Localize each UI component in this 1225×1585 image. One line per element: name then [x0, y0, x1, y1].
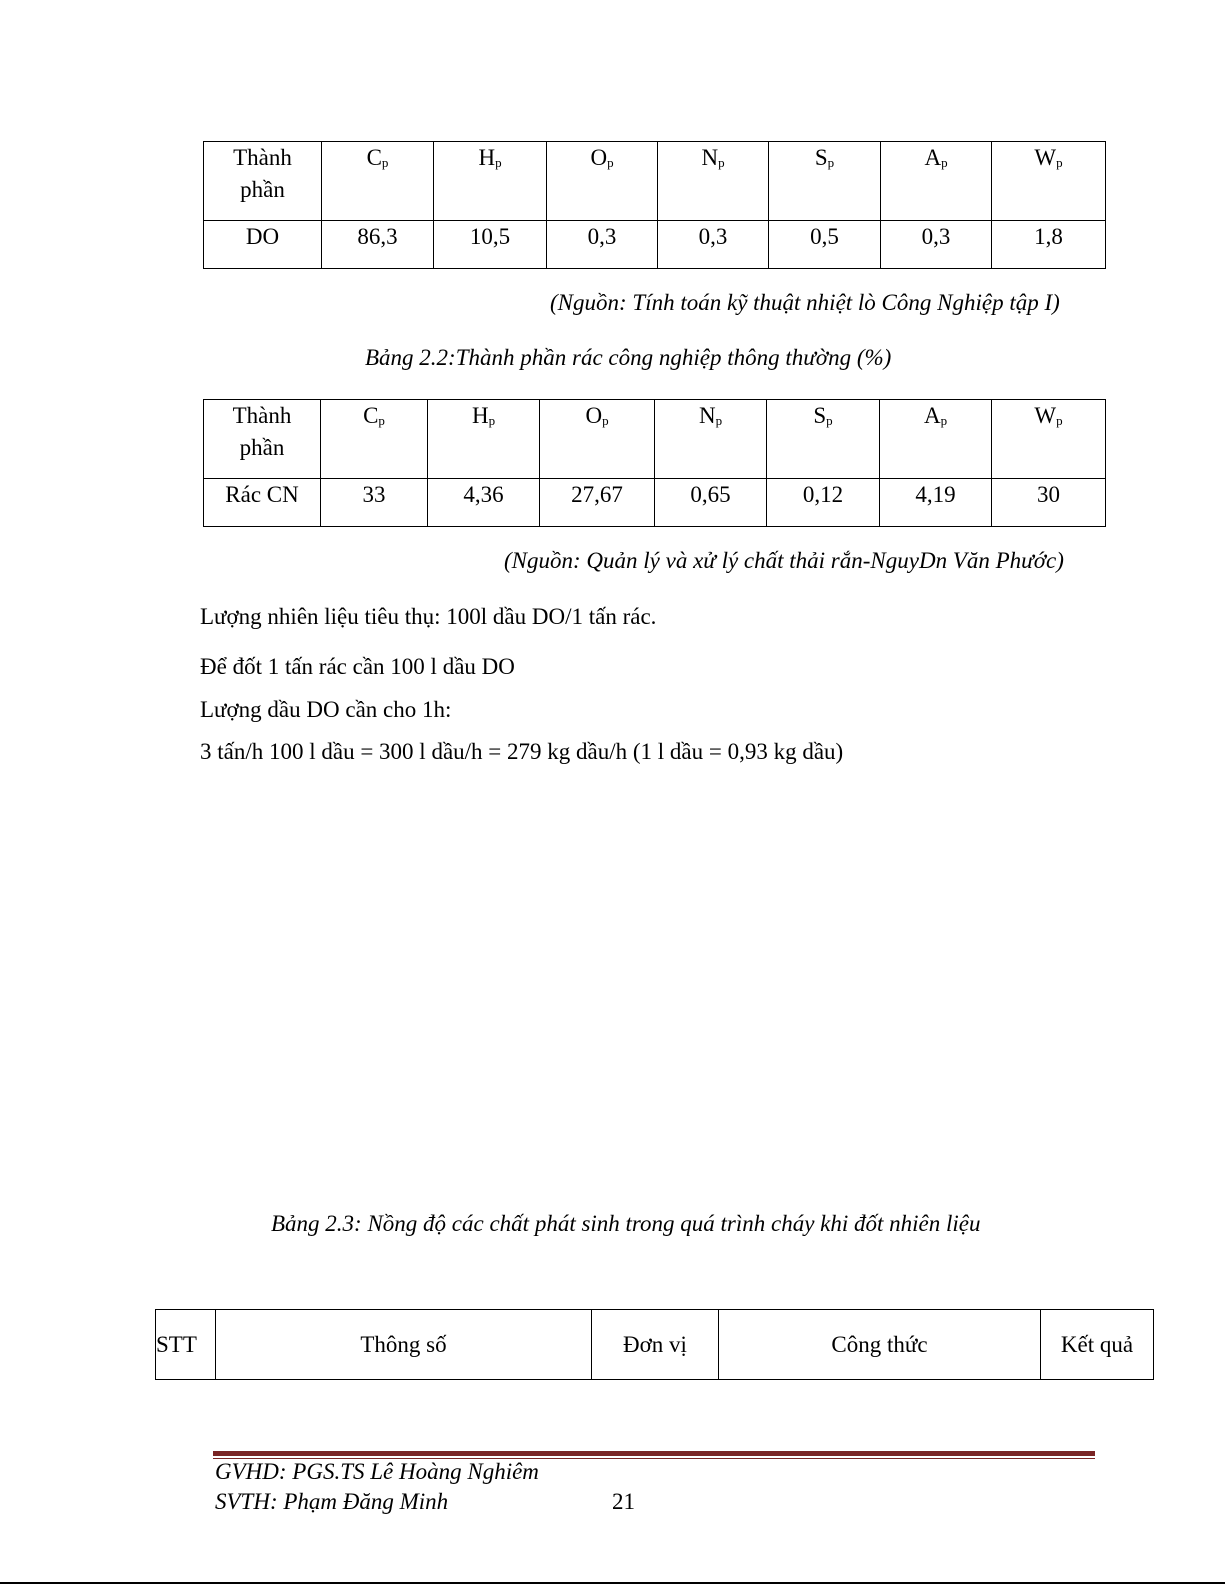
header-cell: Thành phần [204, 400, 321, 479]
table3-caption: Bảng 2.3: Nồng độ các chất phát sinh trong quá trình cháy khi đốt nhiên liệu [271, 1211, 981, 1236]
header-cell: $W_p$ [992, 142, 1106, 221]
table-cell: 86,3 [322, 221, 434, 269]
table-cell: 4,19 [880, 479, 992, 527]
header-cell: $O_p$ [547, 142, 658, 221]
header-cell: Công thức [719, 1310, 1041, 1380]
header-cell: STT [156, 1310, 216, 1380]
table-cell: DO [204, 221, 322, 269]
table-cell: 1,8 [992, 221, 1106, 269]
table1-source: (Nguồn: Tính toán kỹ thuật nhiệt lò Công Nghiệp tập I) [550, 290, 1060, 315]
paragraph: Lượng nhiên liệu tiêu thụ: 100l dầu DO/1 tấn rác. [200, 604, 657, 629]
table-cell: 0,65 [655, 479, 767, 527]
header-cell: $O_p$ [540, 400, 655, 479]
header-cell: Đơn vị [592, 1310, 719, 1380]
table-cell: 0,3 [547, 221, 658, 269]
header-cell: Thông số [216, 1310, 592, 1380]
page-bottom-border [0, 1582, 1225, 1584]
header-cell: $A_p$ [880, 400, 992, 479]
header-cell: Thành phần [204, 142, 322, 221]
table2-source: (Nguồn: Quản lý và xử lý chất thải rắn-NguyDn Văn Phước) [504, 548, 1064, 573]
industrial-waste-table [203, 399, 1106, 527]
table-row [204, 479, 1106, 527]
table-cell: 0,12 [767, 479, 880, 527]
table-cell: 0,3 [658, 221, 769, 269]
header-cell: $C_p$ [321, 400, 428, 479]
table2-caption: Bảng 2.2:Thành phần rác công nghiệp thông thường (%) [365, 345, 892, 370]
header-cell: $W_p$ [992, 400, 1106, 479]
table-cell: 30 [992, 479, 1106, 527]
table-cell: 10,5 [434, 221, 547, 269]
table-cell: 0,5 [769, 221, 881, 269]
emission-concentration-table [155, 1309, 1154, 1380]
table-row [204, 221, 1106, 269]
paragraph: 3 tấn/h 100 l dầu = 300 l dầu/h = 279 kg dầu/h (1 l dầu = 0,93 kg dầu) [200, 739, 844, 764]
header-cell: $H_p$ [434, 142, 547, 221]
header-cell: $N_p$ [655, 400, 767, 479]
footer-rule [213, 1451, 1095, 1456]
paragraph: Lượng dầu DO cần cho 1h: [200, 697, 452, 722]
header-cell: $S_p$ [767, 400, 880, 479]
header-cell: $C_p$ [322, 142, 434, 221]
header-cell: $H_p$ [428, 400, 540, 479]
table-cell: 33 [321, 479, 428, 527]
table-cell: 27,67 [540, 479, 655, 527]
header-cell: Kết quả [1041, 1310, 1154, 1380]
do-composition-table [203, 141, 1106, 269]
header-cell: $A_p$ [881, 142, 992, 221]
footer-advisor: GVHD: PGS.TS Lê Hoàng Nghiêm [215, 1459, 539, 1484]
table-cell: 0,3 [881, 221, 992, 269]
table-cell: Rác CN [204, 479, 321, 527]
footer-student: SVTH: Phạm Đăng Minh [215, 1489, 449, 1514]
page-number: 21 [612, 1489, 635, 1514]
header-cell: $N_p$ [658, 142, 769, 221]
table-cell: 4,36 [428, 479, 540, 527]
header-cell: $S_p$ [769, 142, 881, 221]
paragraph: Để đốt 1 tấn rác cần 100 l dầu DO [200, 654, 515, 679]
